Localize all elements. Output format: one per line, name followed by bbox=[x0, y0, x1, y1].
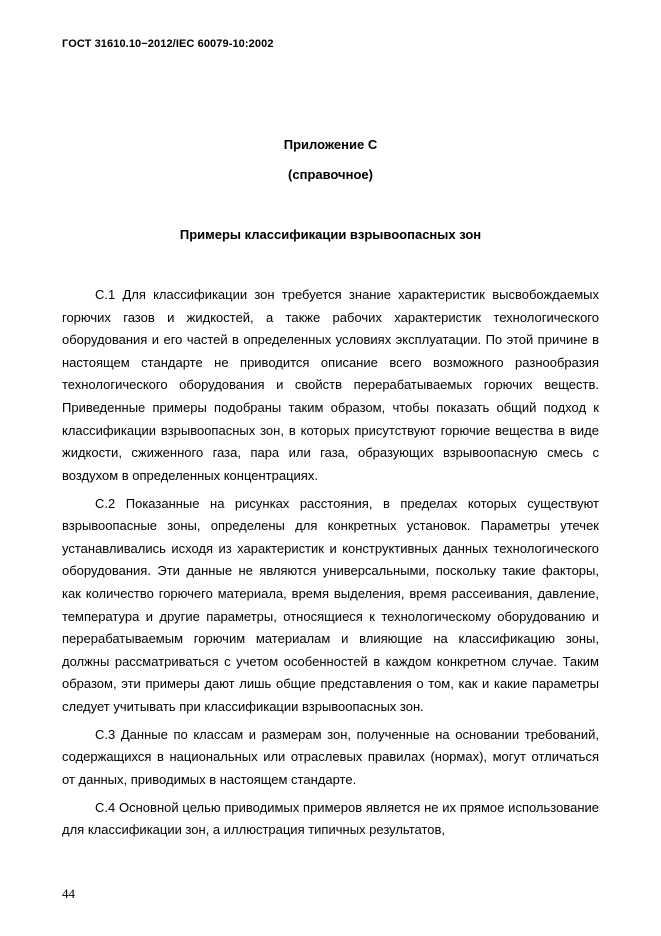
paragraph-c3: С.3 Данные по классам и размерам зон, полученные на основании требований, содержащихся в национальных или отраслевых правилах (нормах), могут отличаться от данных, приводимых в настоящем стандарте. bbox=[62, 726, 599, 787]
page-number: 44 bbox=[62, 886, 75, 901]
appendix-subtitle: (справочное) bbox=[288, 167, 373, 182]
body-text bbox=[62, 284, 599, 847]
document-code-header: ГОСТ 31610.10−2012/IEC 60079-10:2002 bbox=[62, 38, 274, 50]
paragraph-c2: С.2 Показанные на рисунках расстояния, в пределах которых существуют взрывоопасные зоны, определены для конкретных установок. Параметры утечек устанавливались исходя из характеристик и конструктивных данных технологического оборудования. Эти данные не являются универсальными, поскольку такие факторы, как количество горючего материала, время выделения, время рассеивания, давление, температура и другие параметры, относящиеся к технологическому оборудованию и перерабатываемым горючим материалам и влияющие на классификацию зоны, должны рассматриваться с учетом особенностей в каждом конкретном случае. Таким образом, эти примеры дают лишь общие представления о том, как и какие параметры следует учитывать при классификации взрывоопасных зон. bbox=[62, 495, 599, 714]
appendix-title: Приложение С bbox=[283, 137, 378, 152]
paragraph-c1: С.1 Для классификации зон требуется знание характеристик высвобождаемых горючих газов и жидкостей, а также рабочих характеристик технологического оборудования и его частей в определенных условиях эксплуатации. По этой причине в настоящем стандарте не приводится описание всего возможного разнообразия технологического оборудования и свойств перерабатываемых горючих веществ. Приведенные примеры подобраны таким образом, чтобы показать общий подход к классификации взрывоопасных зон, в которых присутствуют горючие вещества в виде жидкости, сжиженного газа, пара или газа, образующих взрывоопасную смесь с воздухом в определенных концентрациях. bbox=[62, 287, 599, 483]
appendix-heading: Примеры классификации взрывоопасных зон bbox=[179, 227, 482, 242]
paragraph-c4: С.4 Основной целью приводимых примеров является не их прямое использование для классификации зон, а иллюстрация типичных результатов, bbox=[62, 799, 599, 838]
